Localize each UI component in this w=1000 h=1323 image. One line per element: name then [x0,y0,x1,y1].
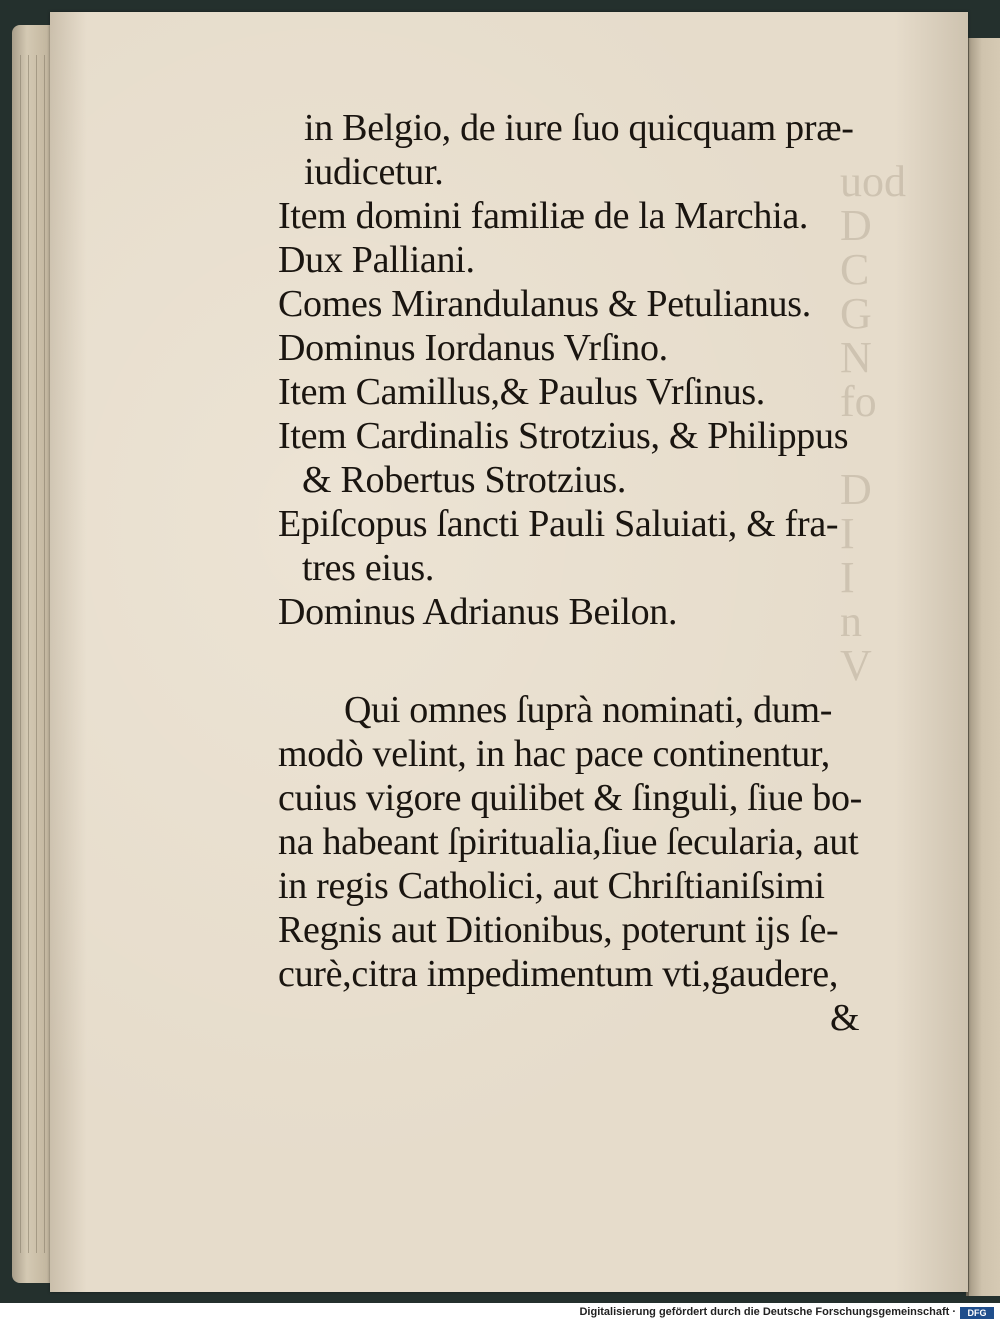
text-line: iudicetur. [304,151,444,193]
text-line: Item domini familiæ de la Marchia. [278,195,809,237]
show-through-text: uod D C G N fo D I I n V [840,160,906,690]
text-line: na habeant ſpiritualia,ſiue ſecularia, aut [278,821,859,863]
text-line: Qui omnes ſuprà nominati, dum- [344,689,833,731]
text-line: in regis Catholici, aut Chriſtianiſsimi [278,865,825,907]
text-line: & Robertus Strotzius. [302,459,627,501]
text-line: Comes Mirandulanus & Petulianus. [278,283,811,325]
text-line: modò velint, in hac pace continentur, [278,733,830,775]
text-line: in Belgio, de iure ſuo quicquam præ- [304,107,854,149]
text-line: tres eius. [302,547,435,589]
text-line: Item Cardinalis Strotzius, & Philippus [278,415,849,457]
catchword: & [830,997,860,1039]
text-line: Dominus Adrianus Beilon. [278,591,678,633]
text-line: cuius vigore quilibet & ſinguli, ſiue bo- [278,777,863,819]
digitization-footer [0,1303,1000,1323]
text-line: curè,citra impedimentum vti,gaudere, [278,953,839,995]
next-page-edge [966,38,1000,1296]
dfg-logo: DFG [960,1307,994,1319]
text-line: Dominus Iordanus Vrſino. [278,327,668,369]
text-line: Item Camillus,& Paulus Vrſinus. [278,371,766,413]
text-line: Epiſcopus ſancti Pauli Saluiati, & fra- [278,503,839,545]
funding-credit: Digitalisierung gefördert durch die Deutsche Forschungsgemeinschaft · [579,1306,956,1318]
text-line: Dux Palliani. [278,239,475,281]
text-line: Regnis aut Ditionibus, poterunt ijs ſe- [278,909,839,951]
